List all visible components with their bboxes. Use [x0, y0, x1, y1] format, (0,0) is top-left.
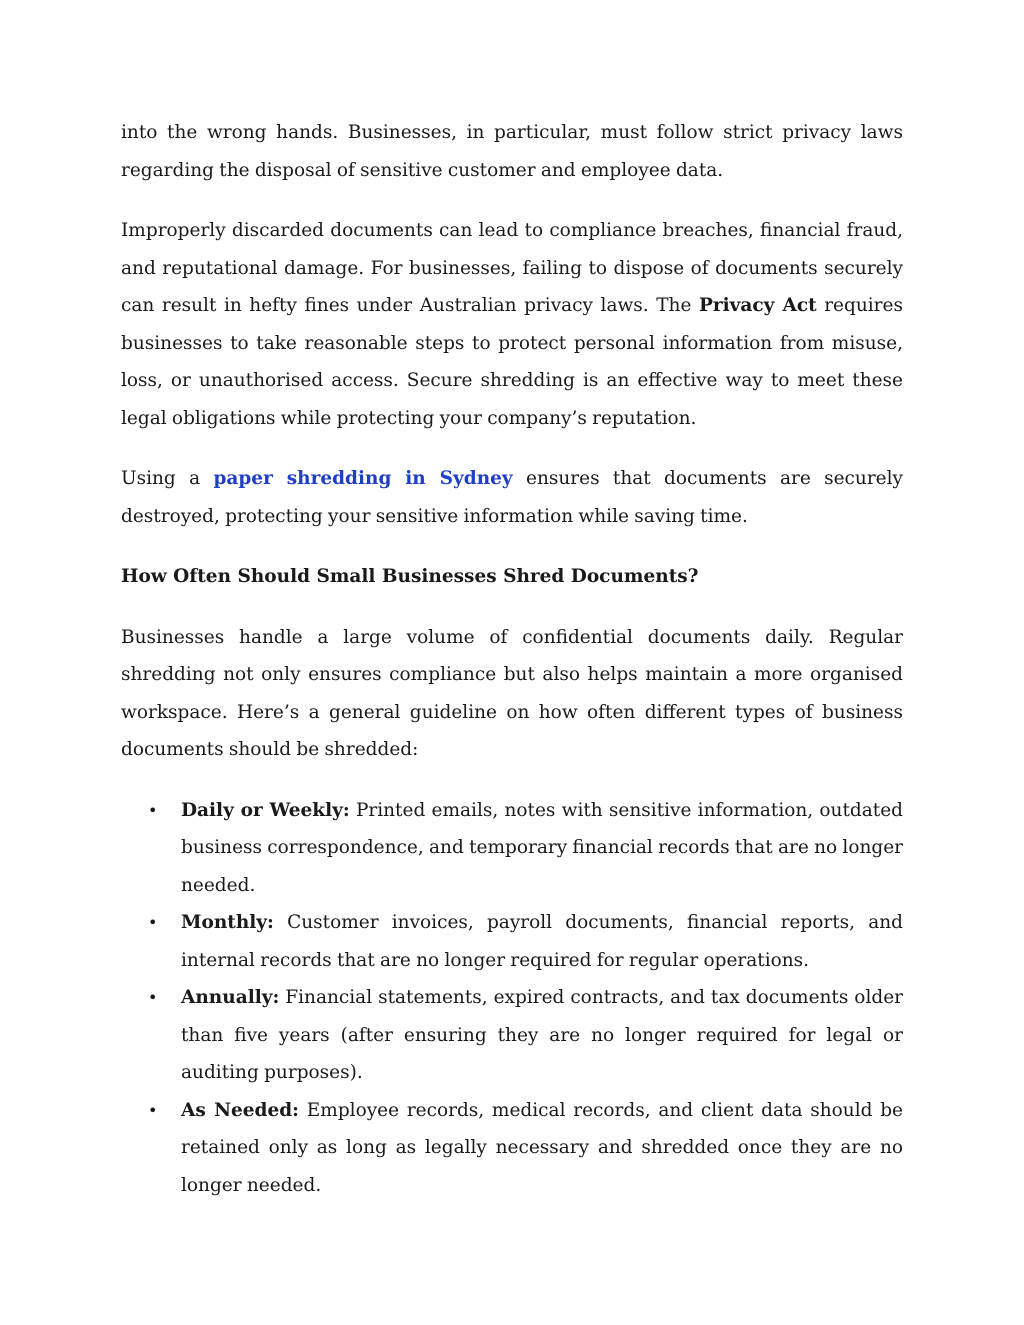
paragraph-text: into the wrong hands. Businesses, in particular, must follow strict privacy laws regarding the disposal of sensitive customer and employee data. — [121, 122, 903, 181]
list-item-label: Annually: — [181, 987, 280, 1008]
paragraph-text: requires businesses to take reasonable steps to protect personal information from misuse, loss, or unauthorised access. Secure shredding is an effective way to meet these legal obligations while protecting your company’s reputation. — [121, 295, 903, 429]
paragraph-text: Using a — [121, 468, 214, 489]
bullet-icon: • — [148, 913, 158, 932]
bullet-icon: • — [148, 800, 158, 820]
list-item-text: Financial statements, expired contracts, and tax documents older than five years (after ensuring they are no longer required for legal or auditing purposes). — [181, 987, 903, 1083]
list-item-label: Daily or Weekly: — [181, 799, 350, 821]
privacy-act-bold: Privacy Act — [698, 295, 817, 316]
bullet-icon: • — [148, 988, 158, 1007]
list-item-text: Customer invoices, payroll documents, financial reports, and internal records that are no longer required for regular operations. — [181, 912, 903, 971]
list-item-label: Monthly: — [181, 912, 274, 933]
paragraph-text: Improperly discarded documents can lead to compliance breaches, financial fraud, and reputational damage. For businesses, failing to dispose of documents securely can result in hefty fines under Australian privacy laws. The — [121, 220, 903, 316]
paragraph-text: ensures that documents are securely destroyed, protecting your sensitive information while saving time. — [121, 468, 903, 527]
list-item-label: As Needed: — [181, 1099, 300, 1121]
paragraph-privacy-laws — [121, 114, 903, 189]
document-page — [121, 114, 903, 1204]
list-item — [121, 904, 903, 979]
list-item — [121, 792, 903, 905]
list-item-text: Printed emails, notes with sensitive information, outdated business correspondence, and temporary financial records that are no longer needed. — [181, 799, 904, 896]
shredding-frequency-list — [121, 792, 903, 1205]
list-item — [121, 979, 903, 1092]
paragraph-text: Businesses handle a large volume of confidential documents daily. Regular shredding not only ensures compliance but also helps maintain a more organised workspace. Here’s a general guideline on how often different types of business documents should be shredded: — [121, 626, 903, 760]
section-heading: How Often Should Small Businesses Shred Documents? — [121, 566, 699, 587]
list-item-text: Employee records, medical records, and client data should be retained only as long as legally necessary and shredded once they are no longer needed. — [181, 1099, 903, 1196]
paragraph-improper-disposal — [121, 212, 903, 437]
paper-shredding-link[interactable]: paper shredding in Sydney — [213, 468, 513, 489]
bullet-icon: • — [148, 1100, 158, 1120]
paragraph-shredding-service — [121, 460, 903, 535]
paragraph-guideline-intro — [121, 619, 903, 769]
list-item — [121, 1092, 903, 1205]
